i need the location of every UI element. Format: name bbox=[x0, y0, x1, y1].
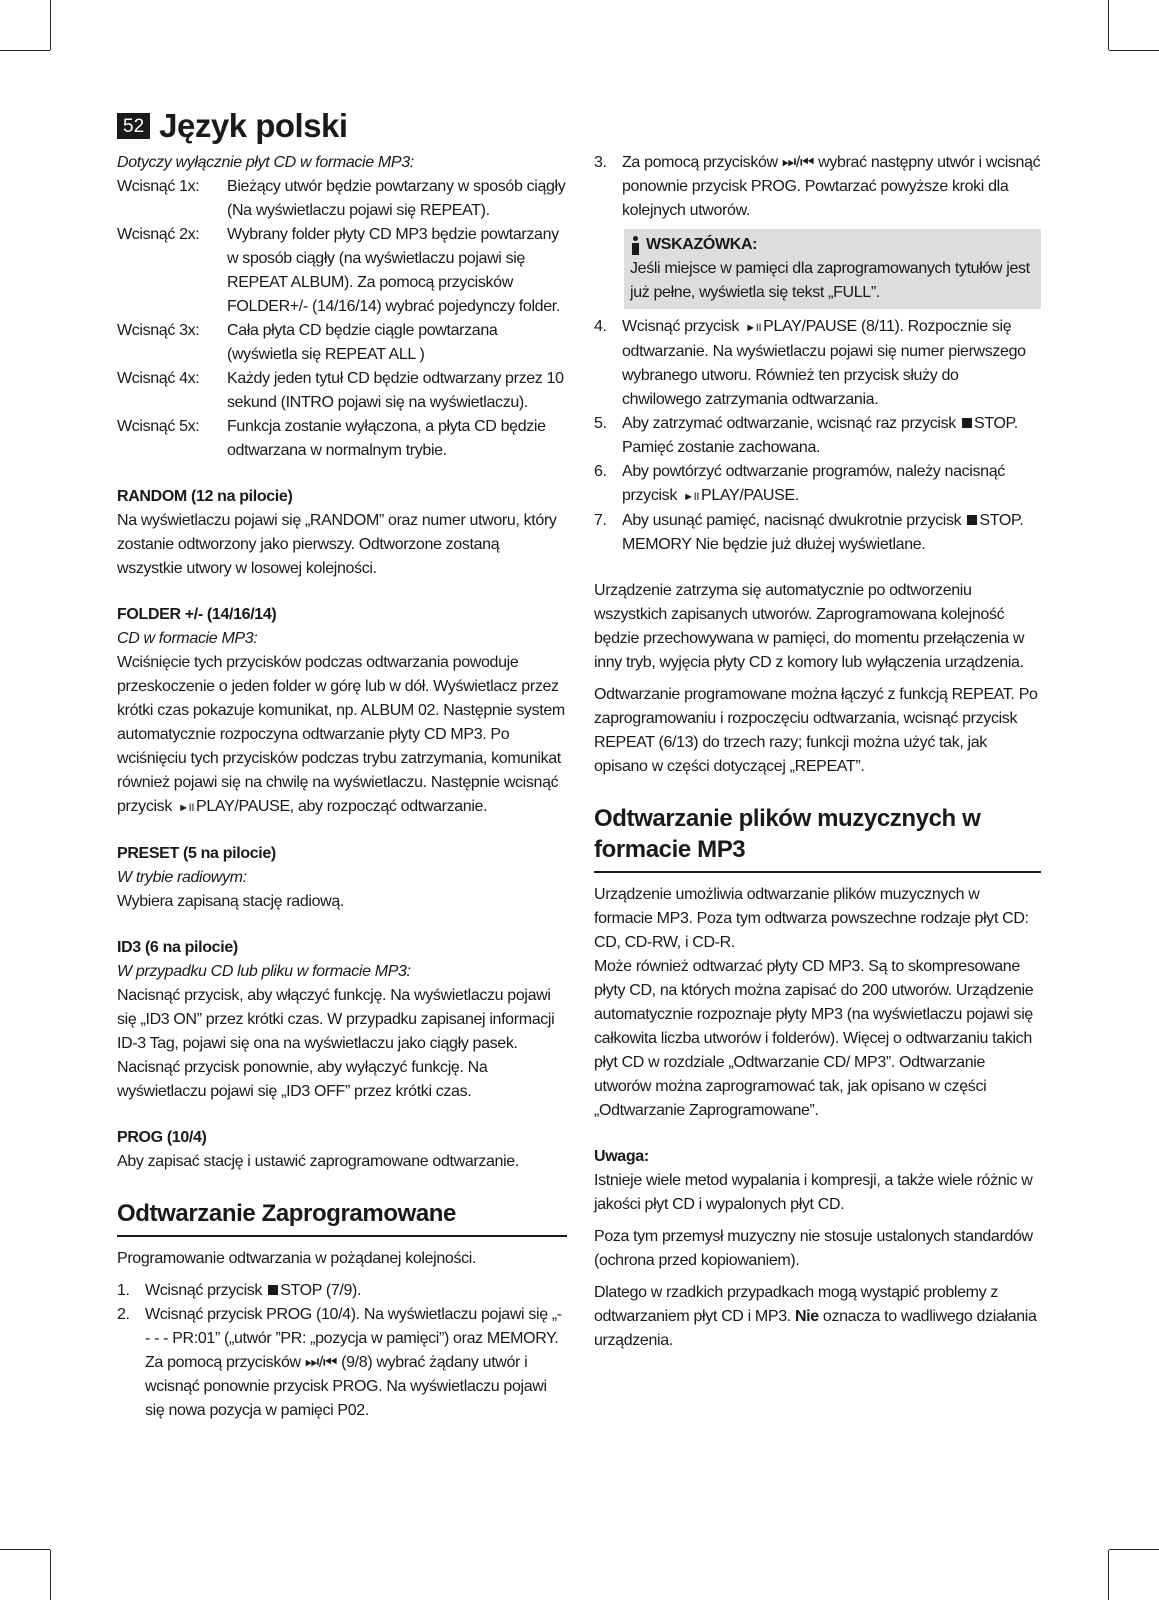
crop-mark bbox=[0, 50, 50, 51]
crop-mark bbox=[50, 1550, 51, 1600]
step-text: Za pomocą przycisków bbox=[622, 154, 778, 171]
id3-heading: ID3 (6 na pilocie) bbox=[117, 939, 238, 956]
list-text bbox=[622, 151, 1041, 223]
play-pause-icon: ►II bbox=[683, 491, 700, 503]
skip-icon: ⏭/⏮ bbox=[781, 154, 815, 171]
id3-text: Nacisnąć przycisk, aby włączyć funkcję. Na wyświetlaczu pojawi się „ID3 ON” przez krótki czas. W przypadku zapisanej informacji ID-3 Tag, pojawi się ona na wyświetlaczu jako ciągły pasek. Nacisnąć przycisk ponownie, aby wyłączyć funkcję. Na wyświetlaczu pojawi się „ID3 OFF” przez krótki czas. bbox=[117, 987, 555, 1100]
mp3-paragraph-1: Urządzenie umożliwia odtwarzanie plików muzycznych w formacie MP3. Poza tym odtwarza powszechne rodzaje płyt CD: CD, CD-RW, i CD-R. bbox=[594, 886, 1029, 951]
repeat-table bbox=[117, 175, 567, 463]
list-text bbox=[622, 412, 1041, 460]
repeat-combo-paragraph: Odtwarzanie programowane można łączyć z funkcją REPEAT. Po zaprogramowaniu i rozpoczęciu odtwarzania, wcisnąć przycisk REPEAT (6/13) do trzech razy; funkcji można użyć tak, jak opisano w części dotyczącej „REPEAT”. bbox=[594, 686, 1038, 775]
list-number: 6. bbox=[594, 463, 607, 480]
uwaga-text-b: oznacza to wadliwego działania urządzenia. bbox=[594, 1308, 1037, 1349]
list-number: 3. bbox=[594, 154, 607, 171]
section-heading-programmed: Odtwarzanie Zaprogramowane bbox=[117, 1198, 567, 1237]
folder-text-a: Wciśnięcie tych przycisków podczas odtwarzania powoduje przeskoczenie o jeden folder w górę lub w dół. Wyświetlacz przez krótki czas pokazuje komunikat, np. ALBUM 02. Następnie system automatycznie rozpoczyna odtwarzanie płyty CD MP3. Po wciśnięciu tych przycisków podczas trybu zatrzymania, komunikat również pojawi się na chwilę na wyświetlaczu. Następnie wcisnąć przycisk bbox=[117, 654, 565, 815]
list-number: 2. bbox=[117, 1306, 130, 1323]
page-number: 52 bbox=[117, 113, 150, 139]
list-number: 5. bbox=[594, 415, 607, 432]
uwaga-paragraph-3 bbox=[594, 1281, 1041, 1353]
repeat-row bbox=[117, 175, 567, 223]
step-text: STOP. Pamięć zostanie zachowana. bbox=[622, 415, 1018, 456]
step-text: STOP (7/9). bbox=[280, 1282, 362, 1299]
step-text: Wcisnąć przycisk bbox=[145, 1282, 263, 1299]
repeat-key: Wcisnąć 1x: bbox=[117, 178, 200, 195]
random-text: Na wyświetlaczu pojawi się „RANDOM” oraz numer utworu, który zostanie odtworzony jako pierwszy. Odtworzone zostaną wszystkie utwory w losowej kolejności. bbox=[117, 512, 557, 577]
repeat-row bbox=[117, 223, 567, 319]
page-title: Język polski bbox=[159, 107, 348, 144]
preset-text: Wybiera zapisaną stację radiową. bbox=[117, 893, 344, 910]
repeat-desc: Wybrany folder płyty CD MP3 będzie powtarzany w sposób ciągły (na wyświetlaczu pojawi się REPEAT ALBUM). Za pomocą przycisków FOLDER+/- (14/16/14) wybrać pojedynczy folder. bbox=[227, 226, 560, 315]
crop-mark bbox=[1109, 1549, 1159, 1550]
list-item bbox=[594, 315, 1041, 412]
repeat-key: Wcisnąć 2x: bbox=[117, 226, 200, 243]
list-text bbox=[622, 315, 1041, 412]
step-text: Aby powtórzyć odtwarzanie programów, należy nacisnąć przycisk bbox=[622, 463, 1005, 504]
info-icon bbox=[630, 236, 640, 255]
list-item bbox=[117, 1303, 567, 1423]
hint-heading-text: WSKAZÓWKA: bbox=[646, 236, 758, 253]
play-pause-icon: ►II bbox=[178, 802, 195, 814]
list-text bbox=[622, 460, 1041, 509]
step-text: PLAY/PAUSE (8/11). Rozpocznie się odtwarzanie. Na wyświetlaczu pojawi się numer pierwszego wybranego utworu. Również ten przycisk służy do chwilowego zatrzymania odtwarzania. bbox=[622, 318, 1026, 408]
stop-icon bbox=[962, 418, 972, 428]
crop-mark bbox=[1109, 50, 1159, 51]
crop-mark bbox=[1108, 0, 1109, 50]
right-column bbox=[594, 151, 1041, 1353]
left-column bbox=[117, 151, 567, 1423]
list-item bbox=[594, 151, 1041, 223]
repeat-desc: Cała płyta CD będzie ciągle powtarzana (wyświetla się REPEAT ALL ) bbox=[227, 322, 498, 363]
uwaga-paragraph-2: Poza tym przemysł muzyczny nie stosuje ustalonych standardów (ochrona przed kopiowaniem). bbox=[594, 1228, 1033, 1269]
step-text: Wcisnąć przycisk PROG (10/4). Na wyświetlaczu pojawi się „- - - - PR:01” („utwór ”PR: „pozycja w pamięci”) oraz MEMORY. Za pomocą przycisków bbox=[145, 1306, 562, 1371]
mp3-paragraph-2: Może również odtwarzać płyty CD MP3. Są to skompresowane płyty CD, na których można zapisać do 200 utworów. Urządzenie automatycznie rozpoznaje płyty MP3 (na wyświetlaczu pojawi się całkowita liczba utworów i folderów). Więcej o odtwarzaniu takich płyt CD w rozdziale „Odtwarzanie CD/ MP3”. Odtwarzanie utworów można zaprogramować tak, jak opisano w części „Odtwarzanie Zaprogramowane”. bbox=[594, 958, 1034, 1119]
step-text: wybrać następny utwór i wcisnąć ponownie przycisk PROG. Powtarzać powyższe kroki dla kolejnych utworów. bbox=[622, 154, 1041, 219]
list-text bbox=[145, 1279, 567, 1303]
step-text: STOP. MEMORY Nie będzie już dłużej wyświetlane. bbox=[622, 512, 1024, 553]
stop-icon bbox=[967, 515, 977, 525]
uwaga-bold: Nie bbox=[794, 1308, 819, 1325]
list-number: 7. bbox=[594, 512, 607, 529]
step-text: (9/8) wybrać żądany utwór i wcisnąć ponownie przycisk PROG. Na wyświetlaczu pojawi się nowa pozycja w pamięci P02. bbox=[145, 1354, 547, 1419]
auto-stop-paragraph: Urządzenie zatrzyma się automatycznie po odtworzeniu wszystkich zapisanych utworów. Zaprogramowana kolejność będzie przechowywana w pamięci, do momentu przełączenia w inny tryb, wyjęcia płyty CD z komory lub wyłączenia urządzenia. bbox=[594, 582, 1025, 671]
repeat-key: Wcisnąć 3x: bbox=[117, 322, 200, 339]
repeat-desc: Każdy jeden tytuł CD będzie odtwarzany przez 10 sekund (INTRO pojawi się na wyświetlaczu). bbox=[227, 370, 564, 411]
folder-text-b: PLAY/PAUSE, aby rozpocząć odtwarzanie. bbox=[196, 798, 488, 815]
repeat-desc: Bieżący utwór będzie powtarzany w sposób ciągły (Na wyświetlaczu pojawi się REPEAT). bbox=[227, 178, 566, 219]
hint-text: Jeśli miejsce w pamięci dla zaprogramowanych tytułów jest już pełne, wyświetla się tekst „FULL”. bbox=[630, 260, 1030, 301]
list-item bbox=[594, 460, 1041, 509]
uwaga-text-a: Dlatego w rzadkich przypadkach mogą wystąpić problemy z odtwarzaniem płyt CD i MP3. bbox=[594, 1284, 999, 1325]
repeat-row bbox=[117, 319, 567, 367]
list-item bbox=[594, 412, 1041, 460]
hint-box bbox=[624, 229, 1041, 309]
folder-subheading: CD w formacie MP3: bbox=[117, 630, 258, 647]
random-heading: RANDOM (12 na pilocie) bbox=[117, 488, 293, 505]
repeat-intro: Dotyczy wyłącznie płyt CD w formacie MP3: bbox=[117, 154, 414, 171]
folder-heading: FOLDER +/- (14/16/14) bbox=[117, 606, 277, 623]
stop-icon bbox=[268, 1285, 278, 1295]
skip-icon: ⏭/⏮ bbox=[304, 1354, 338, 1371]
preset-heading: PRESET (5 na pilocie) bbox=[117, 845, 276, 862]
folder-text bbox=[117, 651, 567, 820]
repeat-row bbox=[117, 367, 567, 415]
repeat-desc: Funkcja zostanie wyłączona, a płyta CD będzie odtwarzana w normalnym trybie. bbox=[227, 418, 546, 459]
crop-mark bbox=[50, 0, 51, 50]
play-pause-icon: ►II bbox=[745, 322, 762, 334]
id3-subheading: W przypadku CD lub pliku w formacie MP3: bbox=[117, 963, 411, 980]
crop-mark bbox=[1108, 1550, 1109, 1600]
list-number: 1. bbox=[117, 1282, 130, 1299]
page-header bbox=[117, 107, 348, 145]
repeat-key: Wcisnąć 4x: bbox=[117, 370, 200, 387]
uwaga-paragraph-1: Istnieje wiele metod wypalania i kompresji, a także wiele różnic w jakości płyt CD i wypalonych płyt CD. bbox=[594, 1172, 1033, 1213]
prog-heading: PROG (10/4) bbox=[117, 1129, 207, 1146]
hint-heading bbox=[630, 233, 1035, 257]
step-text: Aby usunąć pamięć, nacisnąć dwukrotnie przycisk bbox=[622, 512, 962, 529]
list-item bbox=[117, 1279, 567, 1303]
repeat-row bbox=[117, 415, 567, 463]
list-text bbox=[622, 509, 1041, 557]
step-text: Aby zatrzymać odtwarzanie, wcisnąć raz przycisk bbox=[622, 415, 956, 432]
section-heading-mp3: Odtwarzanie plików muzycznych w formacie MP3 bbox=[594, 803, 1041, 873]
list-text bbox=[145, 1303, 567, 1423]
programmed-intro: Programowanie odtwarzania w pożądanej kolejności. bbox=[117, 1250, 477, 1267]
step-text: Wcisnąć przycisk bbox=[622, 318, 740, 335]
prog-text: Aby zapisać stację i ustawić zaprogramowane odtwarzanie. bbox=[117, 1153, 519, 1170]
preset-subheading: W trybie radiowym: bbox=[117, 869, 247, 886]
list-number: 4. bbox=[594, 318, 607, 335]
list-item bbox=[594, 509, 1041, 557]
repeat-key: Wcisnąć 5x: bbox=[117, 418, 200, 435]
step-text: PLAY/PAUSE. bbox=[701, 487, 799, 504]
crop-mark bbox=[0, 1549, 50, 1550]
uwaga-heading: Uwaga: bbox=[594, 1148, 649, 1165]
